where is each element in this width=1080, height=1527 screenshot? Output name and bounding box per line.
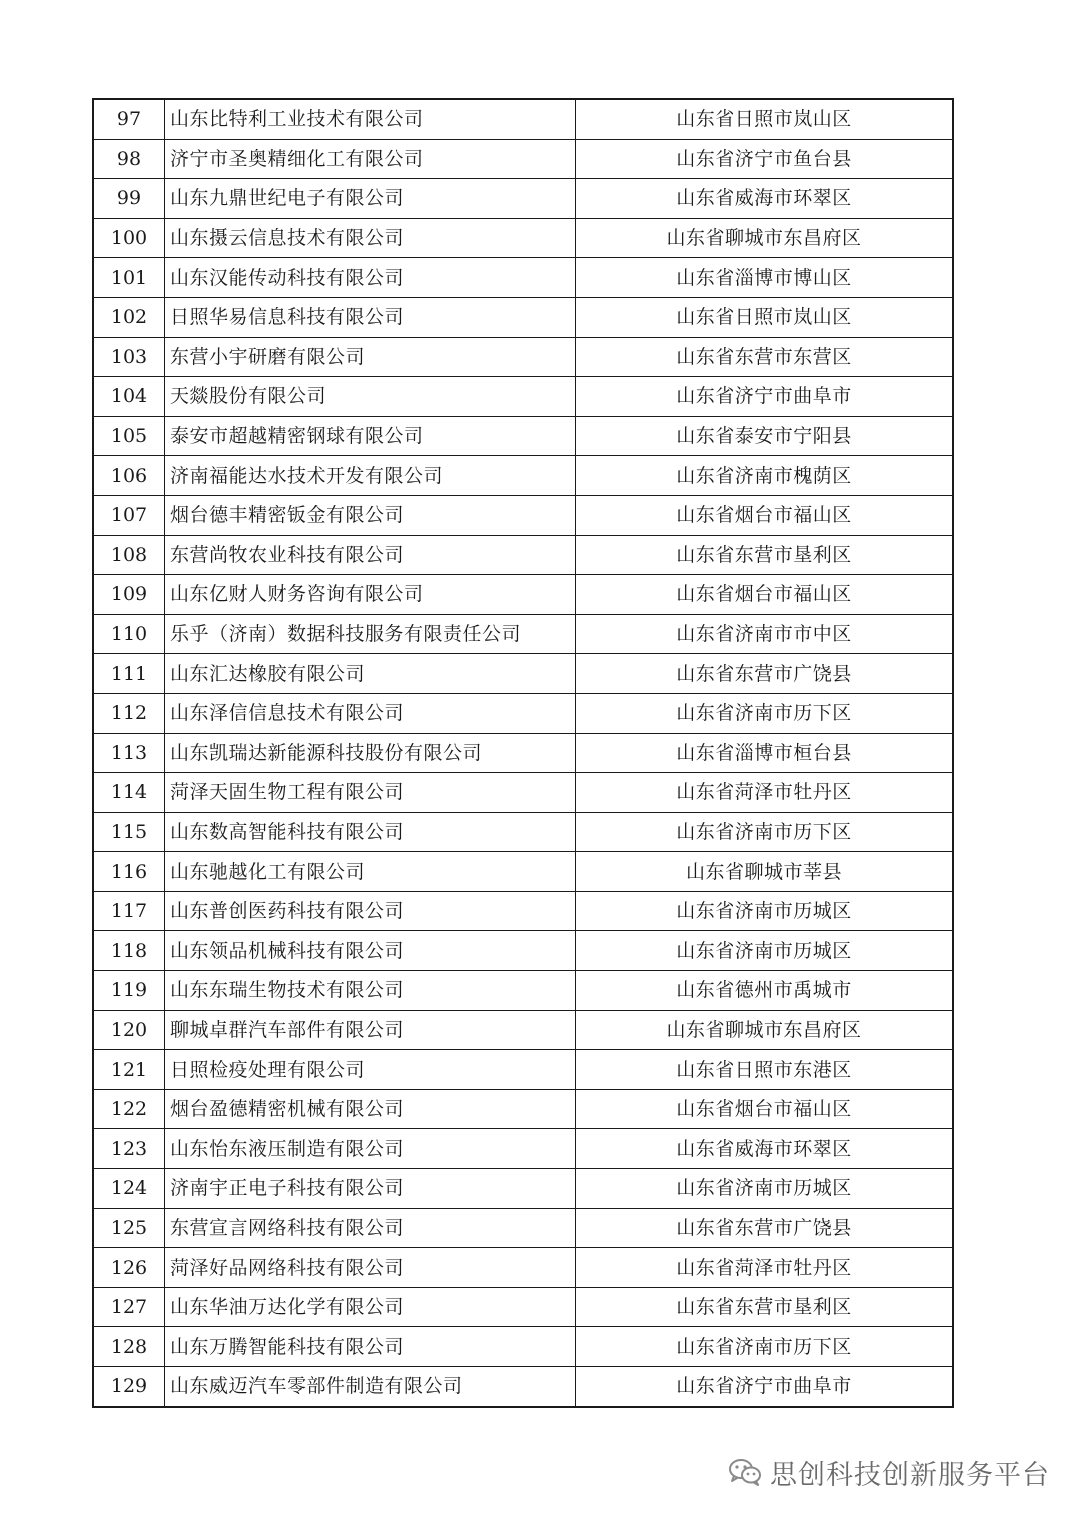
row-number: 102 — [93, 297, 165, 337]
company-name: 菏泽天固生物工程有限公司 — [165, 773, 576, 813]
company-name: 山东摄云信息技术有限公司 — [165, 218, 576, 258]
table-row — [93, 416, 953, 456]
company-name: 山东九鼎世纪电子有限公司 — [165, 179, 576, 219]
company-location: 山东省济南市历下区 — [576, 812, 954, 852]
company-location: 山东省济南市历城区 — [576, 931, 954, 971]
row-number: 111 — [93, 654, 165, 694]
row-number: 100 — [93, 218, 165, 258]
table-row — [93, 1208, 953, 1248]
table-row — [93, 773, 953, 813]
table-body — [93, 99, 953, 1407]
company-location: 山东省日照市岚山区 — [576, 99, 954, 139]
company-location: 山东省济宁市曲阜市 — [576, 1367, 954, 1407]
company-name: 济南宇正电子科技有限公司 — [165, 1169, 576, 1209]
wechat-icon — [728, 1458, 762, 1486]
watermark-text: 思创科技创新服务平台 — [770, 1459, 1050, 1491]
row-number: 108 — [93, 535, 165, 575]
company-name: 山东汉能传动科技有限公司 — [165, 258, 576, 298]
company-name: 山东数高智能科技有限公司 — [165, 812, 576, 852]
table-row — [93, 495, 953, 535]
table-row — [93, 733, 953, 773]
table-row — [93, 1089, 953, 1129]
row-number: 112 — [93, 693, 165, 733]
table-row — [93, 377, 953, 417]
company-location: 山东省东营市垦利区 — [576, 1287, 954, 1327]
table-row — [93, 614, 953, 654]
company-name: 乐乎（济南）数据科技服务有限责任公司 — [165, 614, 576, 654]
company-location: 山东省聊城市东昌府区 — [576, 218, 954, 258]
table-row — [93, 1248, 953, 1288]
company-name: 山东普创医药科技有限公司 — [165, 891, 576, 931]
table-row — [93, 456, 953, 496]
watermark — [728, 1452, 1050, 1492]
row-number: 104 — [93, 377, 165, 417]
company-location: 山东省济南市历城区 — [576, 891, 954, 931]
company-location: 山东省济宁市鱼台县 — [576, 139, 954, 179]
row-number: 99 — [93, 179, 165, 219]
company-location: 山东省东营市广饶县 — [576, 654, 954, 694]
company-name: 菏泽好品网络科技有限公司 — [165, 1248, 576, 1288]
company-name: 东营小宇研磨有限公司 — [165, 337, 576, 377]
company-location: 山东省济南市历下区 — [576, 693, 954, 733]
company-location: 山东省济南市历城区 — [576, 1169, 954, 1209]
company-name: 山东领品机械科技有限公司 — [165, 931, 576, 971]
company-name: 山东亿财人财务咨询有限公司 — [165, 575, 576, 615]
table-row — [93, 1327, 953, 1367]
table-row — [93, 1010, 953, 1050]
company-name: 泰安市超越精密钢球有限公司 — [165, 416, 576, 456]
table-row — [93, 1287, 953, 1327]
row-number: 105 — [93, 416, 165, 456]
company-location: 山东省聊城市莘县 — [576, 852, 954, 892]
company-location: 山东省东营市东营区 — [576, 337, 954, 377]
company-name: 山东威迈汽车零部件制造有限公司 — [165, 1367, 576, 1407]
company-name: 烟台德丰精密钣金有限公司 — [165, 495, 576, 535]
row-number: 119 — [93, 971, 165, 1011]
table-row — [93, 297, 953, 337]
company-location: 山东省威海市环翠区 — [576, 1129, 954, 1169]
table-row — [93, 1367, 953, 1407]
table-row — [93, 99, 953, 139]
row-number: 117 — [93, 891, 165, 931]
table-row — [93, 535, 953, 575]
table-row — [93, 654, 953, 694]
row-number: 98 — [93, 139, 165, 179]
company-name: 济宁市圣奥精细化工有限公司 — [165, 139, 576, 179]
company-location: 山东省威海市环翠区 — [576, 179, 954, 219]
company-location: 山东省济宁市曲阜市 — [576, 377, 954, 417]
table-row — [93, 1169, 953, 1209]
row-number: 106 — [93, 456, 165, 496]
row-number: 118 — [93, 931, 165, 971]
company-location: 山东省日照市岚山区 — [576, 297, 954, 337]
table-row — [93, 218, 953, 258]
row-number: 103 — [93, 337, 165, 377]
row-number: 110 — [93, 614, 165, 654]
table-row — [93, 575, 953, 615]
company-name: 山东华油万达化学有限公司 — [165, 1287, 576, 1327]
company-name: 山东万腾智能科技有限公司 — [165, 1327, 576, 1367]
row-number: 126 — [93, 1248, 165, 1288]
company-name: 山东凯瑞达新能源科技股份有限公司 — [165, 733, 576, 773]
company-name: 山东比特利工业技术有限公司 — [165, 99, 576, 139]
row-number: 125 — [93, 1208, 165, 1248]
company-name: 烟台盈德精密机械有限公司 — [165, 1089, 576, 1129]
company-location: 山东省济南市槐荫区 — [576, 456, 954, 496]
table-row — [93, 693, 953, 733]
company-location: 山东省烟台市福山区 — [576, 1089, 954, 1129]
row-number: 123 — [93, 1129, 165, 1169]
row-number: 115 — [93, 812, 165, 852]
company-location: 山东省淄博市桓台县 — [576, 733, 954, 773]
table-row — [93, 931, 953, 971]
company-location: 山东省淄博市博山区 — [576, 258, 954, 298]
company-name: 日照检疫处理有限公司 — [165, 1050, 576, 1090]
company-location: 山东省菏泽市牡丹区 — [576, 1248, 954, 1288]
company-location: 山东省德州市禹城市 — [576, 971, 954, 1011]
table-row — [93, 891, 953, 931]
company-location: 山东省聊城市东昌府区 — [576, 1010, 954, 1050]
table-row — [93, 852, 953, 892]
row-number: 120 — [93, 1010, 165, 1050]
company-name: 山东怡东液压制造有限公司 — [165, 1129, 576, 1169]
company-name: 东营尚牧农业科技有限公司 — [165, 535, 576, 575]
row-number: 127 — [93, 1287, 165, 1327]
company-location: 山东省泰安市宁阳县 — [576, 416, 954, 456]
table-row — [93, 258, 953, 298]
row-number: 116 — [93, 852, 165, 892]
company-location: 山东省日照市东港区 — [576, 1050, 954, 1090]
table-row — [93, 139, 953, 179]
company-name: 山东汇达橡胶有限公司 — [165, 654, 576, 694]
table-row — [93, 179, 953, 219]
company-name: 山东泽信信息技术有限公司 — [165, 693, 576, 733]
company-list-table — [92, 98, 954, 1408]
company-location: 山东省东营市垦利区 — [576, 535, 954, 575]
company-name: 东营宣言网络科技有限公司 — [165, 1208, 576, 1248]
row-number: 107 — [93, 495, 165, 535]
company-name: 山东东瑞生物技术有限公司 — [165, 971, 576, 1011]
table-row — [93, 1050, 953, 1090]
company-location: 山东省烟台市福山区 — [576, 495, 954, 535]
row-number: 113 — [93, 733, 165, 773]
company-name: 聊城卓群汽车部件有限公司 — [165, 1010, 576, 1050]
company-location: 山东省烟台市福山区 — [576, 575, 954, 615]
row-number: 124 — [93, 1169, 165, 1209]
company-name: 天燚股份有限公司 — [165, 377, 576, 417]
company-location: 山东省东营市广饶县 — [576, 1208, 954, 1248]
row-number: 129 — [93, 1367, 165, 1407]
company-location: 山东省菏泽市牡丹区 — [576, 773, 954, 813]
table-row — [93, 971, 953, 1011]
table-row — [93, 812, 953, 852]
row-number: 109 — [93, 575, 165, 615]
table-row — [93, 1129, 953, 1169]
row-number: 101 — [93, 258, 165, 298]
company-location: 山东省济南市市中区 — [576, 614, 954, 654]
company-name: 日照华易信息科技有限公司 — [165, 297, 576, 337]
table-row — [93, 337, 953, 377]
row-number: 97 — [93, 99, 165, 139]
row-number: 122 — [93, 1089, 165, 1129]
company-location: 山东省济南市历下区 — [576, 1327, 954, 1367]
company-name: 山东驰越化工有限公司 — [165, 852, 576, 892]
row-number: 121 — [93, 1050, 165, 1090]
row-number: 128 — [93, 1327, 165, 1367]
row-number: 114 — [93, 773, 165, 813]
company-name: 济南福能达水技术开发有限公司 — [165, 456, 576, 496]
